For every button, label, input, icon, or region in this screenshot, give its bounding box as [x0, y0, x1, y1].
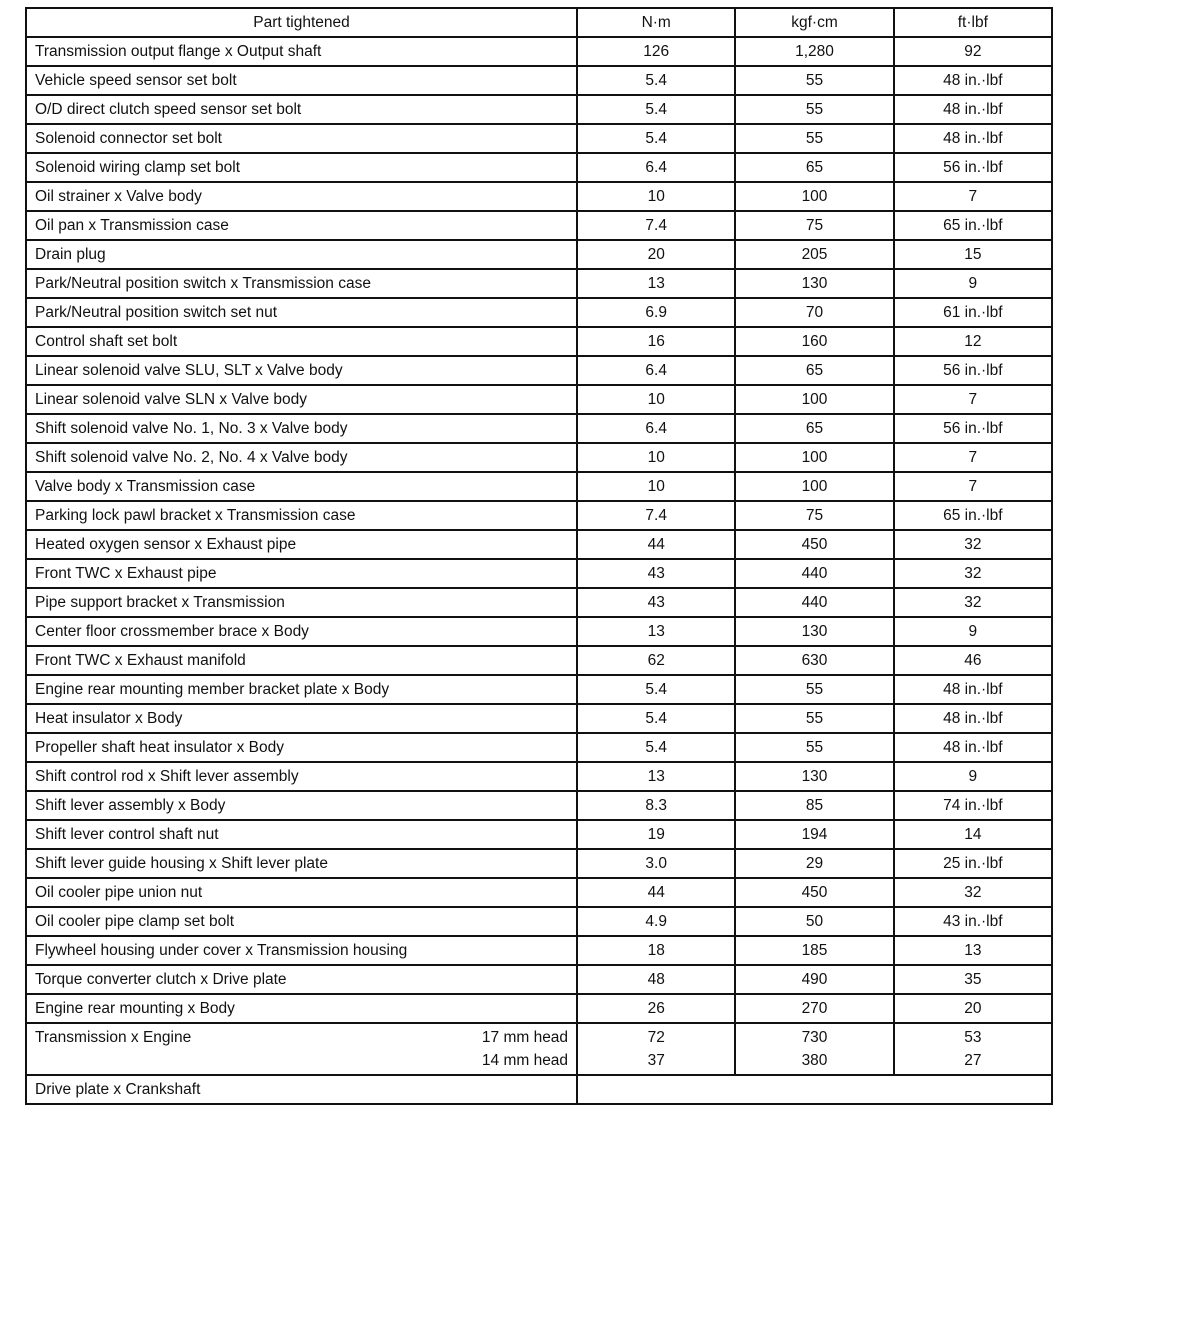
cell-nm: 13: [577, 269, 735, 298]
table-row: [26, 153, 1052, 182]
cell-nm: 43: [577, 559, 735, 588]
cell-part: Front TWC x Exhaust pipe: [26, 559, 577, 588]
head-size-list: [482, 1026, 568, 1072]
cell-nm: 10: [577, 443, 735, 472]
cell-kgf: 490: [735, 965, 893, 994]
cell-kgf: 70: [735, 298, 893, 327]
table-row-drive-plate: [26, 1075, 1052, 1104]
table-row: [26, 559, 1052, 588]
cell-ft: 43 in.·lbf: [894, 907, 1052, 936]
cell-ft: 35: [894, 965, 1052, 994]
cell-part: [26, 1023, 577, 1075]
cell-nm: 44: [577, 530, 735, 559]
cell-part: Heat insulator x Body: [26, 704, 577, 733]
cell-kgf: 450: [735, 878, 893, 907]
cell-nm: 13: [577, 762, 735, 791]
cell-ft: 32: [894, 878, 1052, 907]
cell-kgf: 130: [735, 617, 893, 646]
cell-part: Linear solenoid valve SLN x Valve body: [26, 385, 577, 414]
ft-17mm: 53: [964, 1029, 982, 1046]
cell-kgf: 1,280: [735, 37, 893, 66]
cell-kgf: 50: [735, 907, 893, 936]
cell-kgf: 270: [735, 994, 893, 1023]
table-row: [26, 617, 1052, 646]
cell-kgf: 65: [735, 153, 893, 182]
kgf-17mm: 730: [801, 1029, 828, 1046]
cell-ft: 7: [894, 385, 1052, 414]
cell-kgf: 85: [735, 791, 893, 820]
table-row: [26, 66, 1052, 95]
cell-nm: 5.4: [577, 733, 735, 762]
cell-part: Propeller shaft heat insulator x Body: [26, 733, 577, 762]
cell-ft: 56 in.·lbf: [894, 356, 1052, 385]
table-row: [26, 443, 1052, 472]
cell-nm: 10: [577, 182, 735, 211]
nm-14mm: 37: [647, 1052, 665, 1069]
table-row: [26, 849, 1052, 878]
cell-ft: 32: [894, 559, 1052, 588]
cell-nm: [577, 1023, 735, 1075]
cell-nm: 48: [577, 965, 735, 994]
cell-kgf: 100: [735, 472, 893, 501]
table-row: [26, 182, 1052, 211]
table-row: [26, 646, 1052, 675]
cell-kgf: 100: [735, 385, 893, 414]
cell-ft: 32: [894, 588, 1052, 617]
cell-part: O/D direct clutch speed sensor set bolt: [26, 95, 577, 124]
cell-nm: 13: [577, 617, 735, 646]
cell-part: Drain plug: [26, 240, 577, 269]
cell-part: Shift solenoid valve No. 1, No. 3 x Valve body: [26, 414, 577, 443]
cell-kgf: 55: [735, 124, 893, 153]
table-row: [26, 211, 1052, 240]
torque-spec-table: [25, 7, 1053, 1105]
table-row: [26, 588, 1052, 617]
table-row: [26, 530, 1052, 559]
cell-ft: 14: [894, 820, 1052, 849]
cell-ft: 7: [894, 472, 1052, 501]
table-header-row: [26, 8, 1052, 37]
cell-nm: 6.4: [577, 414, 735, 443]
cell-nm: 5.4: [577, 675, 735, 704]
cell-part: Shift lever control shaft nut: [26, 820, 577, 849]
table-row: [26, 994, 1052, 1023]
table-row: [26, 965, 1052, 994]
cell-ft: 48 in.·lbf: [894, 675, 1052, 704]
cell-kgf: 29: [735, 849, 893, 878]
cell-kgf: 194: [735, 820, 893, 849]
cell-ft: 48 in.·lbf: [894, 66, 1052, 95]
cell-nm: 8.3: [577, 791, 735, 820]
cell-ft: 56 in.·lbf: [894, 153, 1052, 182]
cell-part: Shift solenoid valve No. 2, No. 4 x Valve body: [26, 443, 577, 472]
table-row: [26, 240, 1052, 269]
cell-kgf: 130: [735, 269, 893, 298]
nm-17mm: 72: [647, 1029, 665, 1046]
cell-nm: 5.4: [577, 124, 735, 153]
cell-ft: 48 in.·lbf: [894, 95, 1052, 124]
cell-part: Park/Neutral position switch set nut: [26, 298, 577, 327]
cell-part: Oil cooler pipe union nut: [26, 878, 577, 907]
cell-kgf: 55: [735, 66, 893, 95]
kgf-14mm: 380: [801, 1052, 828, 1069]
cell-part: Shift lever assembly x Body: [26, 791, 577, 820]
cell-nm: 16: [577, 327, 735, 356]
cell-ft: 32: [894, 530, 1052, 559]
table-row: [26, 385, 1052, 414]
table-row: [26, 878, 1052, 907]
cell-ft: 25 in.·lbf: [894, 849, 1052, 878]
table-row: [26, 124, 1052, 153]
table-row: [26, 936, 1052, 965]
cell-ft: 15: [894, 240, 1052, 269]
table-row: [26, 762, 1052, 791]
cell-ft: 13: [894, 936, 1052, 965]
cell-part: Solenoid wiring clamp set bolt: [26, 153, 577, 182]
cell-part: Park/Neutral position switch x Transmission case: [26, 269, 577, 298]
cell-kgf: 130: [735, 762, 893, 791]
cell-nm: 62: [577, 646, 735, 675]
cell-part: Oil strainer x Valve body: [26, 182, 577, 211]
cell-part: Torque converter clutch x Drive plate: [26, 965, 577, 994]
cell-nm: 44: [577, 878, 735, 907]
cell-nm: 4.9: [577, 907, 735, 936]
cell-nm: 10: [577, 472, 735, 501]
cell-ft: 65 in.·lbf: [894, 501, 1052, 530]
cell-ft: [894, 1023, 1052, 1075]
cell-kgf: 65: [735, 356, 893, 385]
cell-kgf: 55: [735, 704, 893, 733]
table-row: [26, 472, 1052, 501]
cell-kgf: 440: [735, 588, 893, 617]
cell-part: Heated oxygen sensor x Exhaust pipe: [26, 530, 577, 559]
cell-nm: 5.4: [577, 95, 735, 124]
cell-nm: 6.4: [577, 153, 735, 182]
cell-kgf: 55: [735, 675, 893, 704]
cell-kgf: 55: [735, 733, 893, 762]
header-part-tightened: Part tightened: [26, 8, 577, 37]
cell-ft: 20: [894, 994, 1052, 1023]
table-body: [26, 37, 1052, 1104]
cell-kgf: 100: [735, 443, 893, 472]
cell-part: Transmission output flange x Output shaft: [26, 37, 577, 66]
cell-kgf: 75: [735, 211, 893, 240]
table-row: [26, 704, 1052, 733]
cell-part: Flywheel housing under cover x Transmission housing: [26, 936, 577, 965]
cell-nm: 43: [577, 588, 735, 617]
ft-14mm: 27: [964, 1052, 982, 1069]
cell-ft: 61 in.·lbf: [894, 298, 1052, 327]
cell-kgf: 55: [735, 95, 893, 124]
cell-nm: 10: [577, 385, 735, 414]
head-size-17mm: 17 mm head: [481, 1029, 569, 1046]
header-ft-lbf: ft·lbf: [894, 8, 1052, 37]
cell-kgf: 160: [735, 327, 893, 356]
cell-ft: 7: [894, 182, 1052, 211]
cell-ft: 48 in.·lbf: [894, 733, 1052, 762]
cell-nm: 5.4: [577, 704, 735, 733]
cell-kgf: 65: [735, 414, 893, 443]
table-row: [26, 269, 1052, 298]
cell-part: Oil pan x Transmission case: [26, 211, 577, 240]
table-row: [26, 501, 1052, 530]
cell-kgf: [735, 1023, 893, 1075]
cell-ft: 48 in.·lbf: [894, 124, 1052, 153]
cell-ft: 74 in.·lbf: [894, 791, 1052, 820]
cell-ft: 12: [894, 327, 1052, 356]
part-label: Transmission x Engine: [35, 1029, 192, 1046]
cell-part: Oil cooler pipe clamp set bolt: [26, 907, 577, 936]
cell-part: Drive plate x Crankshaft: [26, 1075, 577, 1104]
cell-nm: 5.4: [577, 66, 735, 95]
header-nm: N·m: [577, 8, 735, 37]
cell-nm: 6.4: [577, 356, 735, 385]
cell-part: Center floor crossmember brace x Body: [26, 617, 577, 646]
cell-part: Shift lever guide housing x Shift lever plate: [26, 849, 577, 878]
cell-nm: 20: [577, 240, 735, 269]
cell-part: Parking lock pawl bracket x Transmission case: [26, 501, 577, 530]
cell-nm: 6.9: [577, 298, 735, 327]
cell-part: Engine rear mounting x Body: [26, 994, 577, 1023]
table-row: [26, 907, 1052, 936]
cell-part: Control shaft set bolt: [26, 327, 577, 356]
table-row: [26, 791, 1052, 820]
cell-kgf: 100: [735, 182, 893, 211]
table-row: [26, 298, 1052, 327]
cell-nm: 126: [577, 37, 735, 66]
table-row: [26, 820, 1052, 849]
table-row: [26, 356, 1052, 385]
cell-part: Pipe support bracket x Transmission: [26, 588, 577, 617]
cell-nm: 26: [577, 994, 735, 1023]
table-row: [26, 95, 1052, 124]
cell-nm: 18: [577, 936, 735, 965]
cell-part: Front TWC x Exhaust manifold: [26, 646, 577, 675]
table-row: [26, 327, 1052, 356]
cell-ft: 7: [894, 443, 1052, 472]
cell-part: Solenoid connector set bolt: [26, 124, 577, 153]
table-row: [26, 414, 1052, 443]
cell-kgf: 185: [735, 936, 893, 965]
cell-kgf: 205: [735, 240, 893, 269]
cell-ft: 9: [894, 269, 1052, 298]
cell-kgf: 440: [735, 559, 893, 588]
cell-ft: 56 in.·lbf: [894, 414, 1052, 443]
cell-part: Engine rear mounting member bracket plate x Body: [26, 675, 577, 704]
cell-ft: 92: [894, 37, 1052, 66]
table-row: [26, 37, 1052, 66]
cell-nm: 19: [577, 820, 735, 849]
table-row: [26, 733, 1052, 762]
cell-ft: 65 in.·lbf: [894, 211, 1052, 240]
cell-kgf: 630: [735, 646, 893, 675]
cell-nm: 7.4: [577, 501, 735, 530]
cell-ft: 9: [894, 617, 1052, 646]
cell-nm: 7.4: [577, 211, 735, 240]
cell-nm: 3.0: [577, 849, 735, 878]
cell-part: Valve body x Transmission case: [26, 472, 577, 501]
cell-kgf: 75: [735, 501, 893, 530]
cell-ft: 9: [894, 762, 1052, 791]
cell-part: Shift control rod x Shift lever assembly: [26, 762, 577, 791]
table-row-transmission-engine: [26, 1023, 1052, 1075]
cell-kgf: 450: [735, 530, 893, 559]
head-size-14mm: 14 mm head: [481, 1052, 569, 1069]
cell-part: Linear solenoid valve SLU, SLT x Valve body: [26, 356, 577, 385]
table-row: [26, 675, 1052, 704]
cell-empty-values: [577, 1075, 1052, 1104]
cell-ft: 48 in.·lbf: [894, 704, 1052, 733]
cell-part: Vehicle speed sensor set bolt: [26, 66, 577, 95]
cell-ft: 46: [894, 646, 1052, 675]
header-kgf-cm: kgf·cm: [735, 8, 893, 37]
